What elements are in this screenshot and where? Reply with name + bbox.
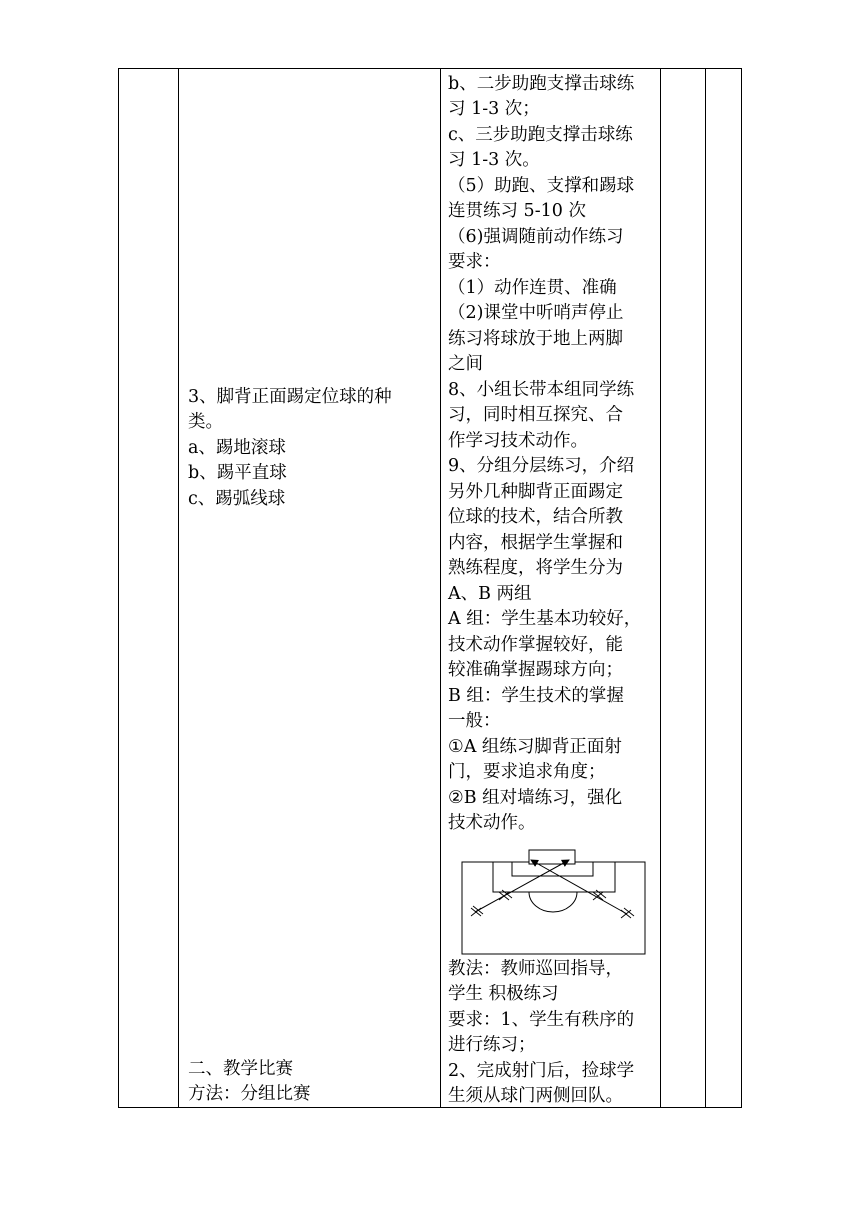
col4-line: 9、分组分层练习，介绍: [448, 456, 635, 476]
col4-after-line: 2、完成射门后，捡球学: [448, 1061, 635, 1081]
penalty-box: [493, 862, 615, 892]
table-bottom-border: [118, 1107, 741, 1108]
goal: [529, 850, 575, 864]
col4-line: 习 1-3 次；: [448, 99, 540, 119]
col4-line: （5）助跑、支撑和踢球: [448, 176, 635, 196]
table-border-6: [741, 68, 742, 1108]
shot-line-right: [531, 860, 627, 914]
match-method: 方法：分组比赛: [188, 1084, 311, 1104]
col4-line: A 组：学生基本功较好，: [448, 609, 642, 629]
col4-line: 8、小组长带本组同学练: [448, 380, 635, 400]
col4-after-line: 要求：1、学生有秩序的: [448, 1010, 635, 1030]
col4-line: 练习将球放于地上两脚: [448, 329, 623, 349]
kind-c: c、踢弧线球: [188, 489, 286, 509]
col4-line: 作学习技术动作。: [448, 431, 588, 451]
col4-after-line: 教法：教师巡回指导，: [448, 959, 623, 979]
table-border-4: [660, 68, 661, 1108]
col4-line: 内容，根据学生掌握和: [448, 533, 623, 553]
table-border-2: [178, 68, 179, 1108]
col4-line: 一般：: [448, 711, 501, 731]
col4-line: 熟练程度，将学生分为: [448, 558, 623, 578]
col4-after-line: 生须从球门两侧回队。: [448, 1086, 623, 1106]
player-marker: [471, 906, 483, 916]
col4-line: （1）动作连贯、准确: [448, 278, 617, 298]
col4-line: ①A 组练习脚背正面射: [448, 737, 622, 757]
col4-line: 较准确掌握踢球方向；: [448, 660, 623, 680]
col4-line: （6)强调随前动作练习: [448, 227, 624, 247]
col4-line: 习 1-3 次。: [448, 150, 540, 170]
shooting-drill-diagram: [455, 848, 650, 956]
col4-line: 门，要求追求角度；: [448, 762, 606, 782]
col4-line: 位球的技术，结合所教: [448, 507, 623, 527]
kind-a: a、踢地滚球: [188, 438, 286, 458]
kinds-heading-line2: 类。: [188, 412, 223, 432]
col4-line: 连贯练习 5-10 次: [448, 201, 586, 221]
col4-line: 技术动作。: [448, 813, 536, 833]
col4-line: 另外几种脚背正面踢定: [448, 482, 623, 502]
col4-after-line: 学生 积极练习: [448, 984, 559, 1004]
table-border-1: [118, 68, 119, 1108]
col4-line: b、二步助跑支撑击球练: [448, 74, 635, 94]
shot-line-left: [475, 860, 569, 912]
table-border-3: [440, 68, 441, 1108]
col4-line: 技术动作掌握较好，能: [448, 635, 623, 655]
col4-line: 之间: [448, 354, 483, 374]
kinds-heading-line1: 3、脚背正面踢定位球的种: [188, 387, 392, 407]
col4-line: A、B 两组: [448, 584, 532, 604]
col4-line: （2)课堂中听哨声停止: [448, 303, 624, 323]
table-top-border: [118, 68, 741, 69]
player-marker: [621, 908, 634, 918]
table-border-5: [705, 68, 706, 1108]
col4-line: 习，同时相互探究、合: [448, 405, 623, 425]
col4-line: 要求：: [448, 252, 501, 272]
col4-line: ②B 组对墙练习，强化: [448, 788, 623, 808]
penalty-arc: [529, 892, 577, 912]
match-heading: 二、教学比赛: [188, 1059, 293, 1079]
col4-line: c、三步助跑支撑击球练: [448, 125, 633, 145]
col4-line: B 组：学生技术的掌握: [448, 686, 624, 706]
kind-b: b、踢平直球: [188, 463, 287, 483]
col4-after-line: 进行练习；: [448, 1035, 536, 1055]
